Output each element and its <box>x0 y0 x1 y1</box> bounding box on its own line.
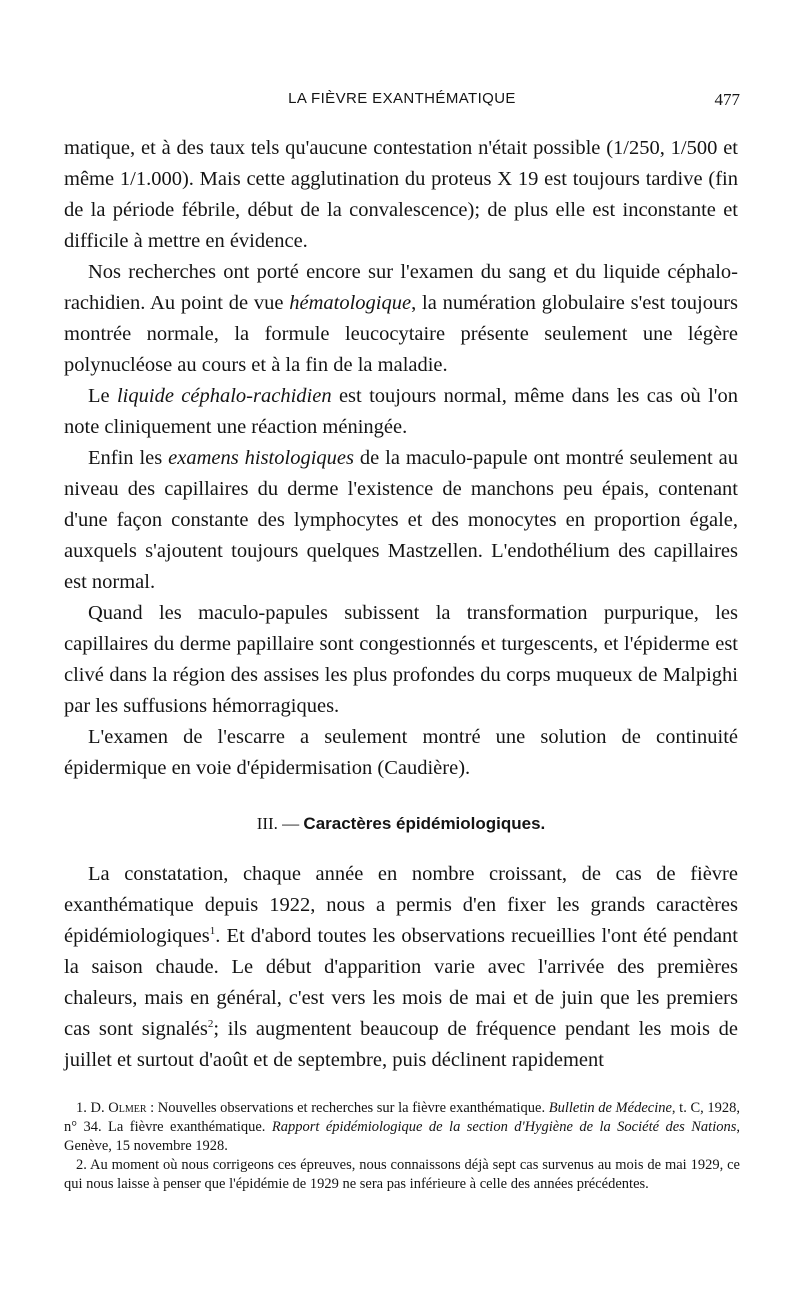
paragraph-continuation: matique, et à des taux tels qu'aucune contestation n'était possible (1/250, 1/500 et même 1/1.000). Mais cette agglutination du proteus X 19 est toujours tardive (fin de la période fébrile, début de la convalescence); de plus elle est inconstante et difficile à mettre en évidence. <box>64 137 738 252</box>
text-run: Le <box>88 385 117 407</box>
page-number: 477 <box>714 90 740 109</box>
emphasis-csf: liquide céphalo-rachidien <box>116 385 332 407</box>
running-title: LA FIÈVRE EXANTHÉMATIQUE <box>288 90 516 107</box>
section-heading <box>64 808 738 839</box>
text-run: La constatation, chaque année en nombre croissant, de cas de fièvre exanthématique depuis 1922, nous a permis d'en fixer les grands caractères épidémiologiques <box>64 863 738 947</box>
body-text <box>64 133 738 1076</box>
footnote-2: 2. Au moment où nous corrigeons ces épreuves, nous connaissons déjà sept cas survenus au mois de mai 1929, ce qui nous laisse à penser que l'épidémie de 1929 ne sera pas inférieure à celle des années précédentes. <box>64 1157 740 1192</box>
footnote-journal: Bulletin de Médecine <box>548 1100 672 1116</box>
text-run: de la maculo-papule ont montré seulement au niveau des capillaires du derme l'existence de manchons peu épais, contenant d'une façon constante des lymphocytes et des monocytes en proportion égale, auxquels s'ajoutent toujours quelques Mastzellen. L'endothélium des capillaires est normal. <box>64 447 738 593</box>
footnote-text: , Genève, 15 novembre 1928. <box>64 1119 740 1154</box>
footnote-ref-1[interactable]: 1 <box>209 925 216 938</box>
text-run: est toujours normal, même dans les cas où l'on note cliniquement une réaction méningée. <box>64 385 738 438</box>
footnote-ref-2[interactable]: 2 <box>207 1018 214 1031</box>
text-run: ; ils augmentent beaucoup de fréquence pendant les mois de juillet et surtout d'août et de septembre, puis déclinent rapidement <box>64 1018 738 1071</box>
footnote-author: Olmer <box>108 1100 147 1116</box>
text-run: Nos recherches ont porté encore sur l'examen du sang et du liquide céphalo-rachidien. Au point de vue <box>64 261 738 314</box>
footnote-1 <box>64 1099 740 1156</box>
page-header <box>64 90 740 114</box>
footnote-text: , t. C, 1928, n° 34. La fièvre exanthématique. <box>64 1100 740 1135</box>
section-title: Caractères épidémiologiques. <box>303 814 546 833</box>
footnote-text: : Nouvelles observations et recherches sur la fièvre exanthématique. <box>146 1100 549 1116</box>
emphasis-hematology: hématologique <box>289 292 412 314</box>
paragraph-blood-csf <box>64 257 738 381</box>
paragraph-epidemiology <box>64 859 738 1076</box>
paragraph-escarre: L'examen de l'escarre a seulement montré une solution de continuité épidermique en voie d'épidermisation (Caudière). <box>64 726 738 779</box>
footnote-report: Rapport épidémiologique de la section d'Hygiène de la Société des Nations <box>271 1119 737 1135</box>
text-run: . Et d'abord toutes les observations recueillies l'ont été pendant la saison chaude. Le début d'apparition varie avec l'arrivée des premières chaleurs, mais en général, c'est vers les mois de mai et de juin que les premiers cas sont signalés <box>64 925 738 1040</box>
paragraph-histology <box>64 443 738 598</box>
footnote-text: 1. D. <box>76 1100 109 1116</box>
text-run: Enfin les <box>88 447 169 469</box>
footnotes <box>64 1099 740 1194</box>
paragraph-purpura: Quand les maculo-papules subissent la transformation purpurique, les capillaires du derme papillaire sont congestionnés et turgescents, et l'épiderme est clivé dans la région des assises les plus profondes du corps muqueux de Malpighi par les suffusions hémorragiques. <box>64 602 738 717</box>
section-number: III. — <box>256 814 304 833</box>
text-run: , la numération globulaire s'est toujours montrée normale, la formule leucocytaire présente seulement une légère polynucléose au cours et à la fin de la maladie. <box>64 292 738 376</box>
paragraph-csf <box>64 381 738 443</box>
emphasis-histology: examens histologiques <box>168 447 354 469</box>
